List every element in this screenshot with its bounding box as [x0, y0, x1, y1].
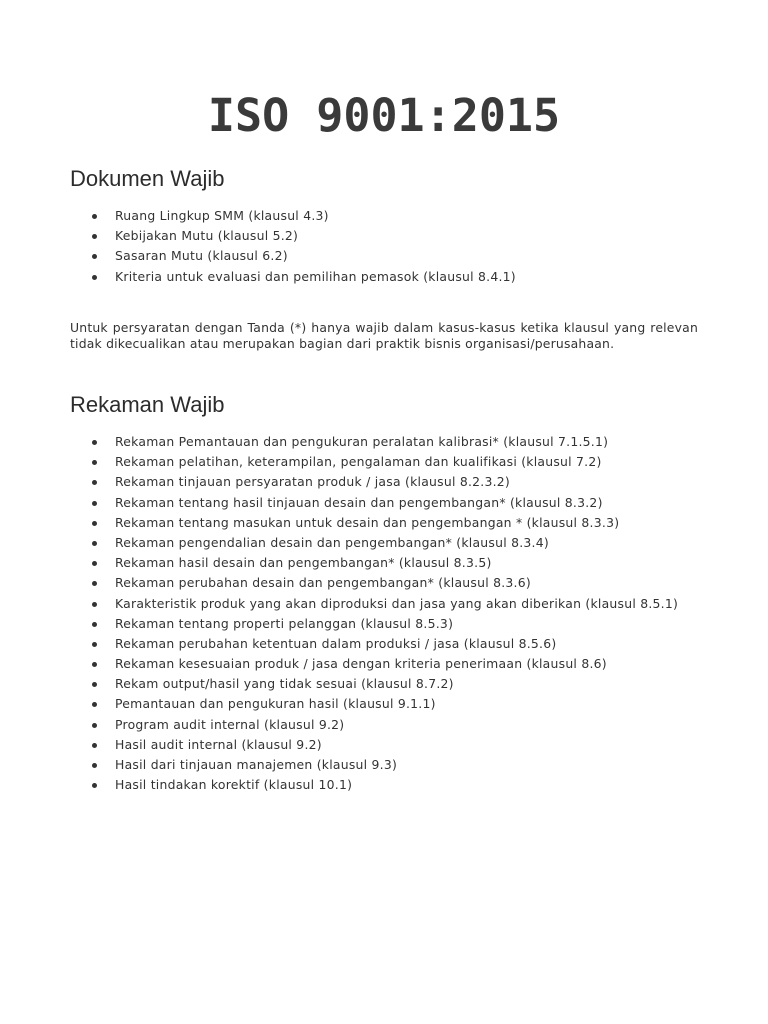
list-item-text: Rekaman tinjauan persyaratan produk / jasa (klausul 8.2.3.2) [115, 474, 511, 490]
list-item [70, 656, 698, 672]
list-item-text: Sasaran Mutu (klausul 6.2) [115, 248, 288, 264]
bullet-icon [92, 254, 97, 259]
list-item-text: Karakteristik produk yang akan diproduksi dan jasa yang akan diberikan (klausul 8.5.1) [115, 595, 679, 611]
list-item [70, 474, 698, 490]
list-item-text: Rekaman perubahan desain dan pengembangan* (klausul 8.3.6) [115, 575, 531, 591]
list-item [70, 636, 698, 652]
list-item [70, 248, 698, 264]
list-item-text: Hasil tindakan korektif (klausul 10.1) [115, 777, 353, 793]
list-item [70, 515, 698, 531]
list-item-text: Rekaman tentang hasil tinjauan desain dan pengembangan* (klausul 8.3.2) [115, 494, 603, 510]
list-item [70, 434, 698, 450]
list-item [70, 228, 698, 244]
bullet-icon [92, 783, 97, 788]
bullet-icon [92, 440, 97, 445]
bullet-icon [92, 662, 97, 667]
list-item [70, 777, 698, 793]
list-item [70, 676, 698, 692]
bullet-icon [92, 214, 97, 219]
list-item-text: Rekaman hasil desain dan pengembangan* (klausul 8.3.5) [115, 555, 492, 571]
bullet-icon [92, 622, 97, 627]
list-item-text: Pemantauan dan pengukuran hasil (klausul 9.1.1) [115, 696, 436, 712]
list-item-text: Rekaman Pemantauan dan pengukuran peralatan kalibrasi* (klausul 7.1.5.1) [115, 434, 609, 449]
list-item [70, 208, 698, 224]
list-item [70, 575, 698, 591]
list-item-text: Rekam output/hasil yang tidak sesuai (klausul 8.7.2) [115, 676, 454, 692]
list-item-text: Ruang Lingkup SMM (klausul 4.3) [115, 208, 329, 223]
list-item-text: Hasil audit internal (klausul 9.2) [115, 736, 322, 752]
list-item-text: Kebijakan Mutu (klausul 5.2) [115, 228, 299, 244]
section-heading-dokumen-wajib: Dokumen Wajib [70, 166, 225, 191]
list-item-text: Kriteria untuk evaluasi dan pemilihan pemasok (klausul 8.4.1) [115, 268, 516, 284]
bullet-icon [92, 602, 97, 607]
section-heading-rekaman-wajib: Rekaman Wajib [70, 392, 225, 417]
list-item-text: Program audit internal (klausul 9.2) [115, 716, 345, 732]
list-item-text: Rekaman perubahan ketentuan dalam produksi / jasa (klausul 8.5.6) [115, 635, 557, 651]
bullet-icon [92, 763, 97, 768]
list-item [70, 717, 698, 733]
list-item [70, 495, 698, 511]
bullet-icon [92, 702, 97, 707]
list-item-text: Rekaman tentang masukan untuk desain dan pengembangan * (klausul 8.3.3) [115, 514, 620, 530]
bullet-icon [92, 723, 97, 728]
list-item [70, 269, 698, 285]
bullet-icon [92, 501, 97, 506]
bullet-icon [92, 541, 97, 546]
note-paragraph: Untuk persyaratan dengan Tanda (*) hanya wajib dalam kasus-kasus ketika klausul yang relevan tidak dikecualikan atau merupakan bagian dari praktik bisnis organisasi/perusahaan. [70, 320, 698, 351]
list-item-text: Rekaman kesesuaian produk / jasa dengan kriteria penerimaan (klausul 8.6) [115, 656, 607, 672]
list-item [70, 737, 698, 753]
bullet-icon [92, 275, 97, 280]
list-item-text: Rekaman pengendalian desain dan pengembangan* (klausul 8.3.4) [115, 534, 549, 550]
list-item-text: Rekaman pelatihan, keterampilan, pengalaman dan kualifikasi (klausul 7.2) [115, 454, 602, 470]
bullet-icon [92, 480, 97, 485]
list-item [70, 596, 698, 612]
bullet-icon [92, 682, 97, 687]
list-item-text: Hasil dari tinjauan manajemen (klausul 9.3) [115, 757, 398, 772]
list-item [70, 757, 698, 773]
bullet-icon [92, 460, 97, 465]
list-item [70, 535, 698, 551]
dokumen-wajib-list [70, 208, 698, 289]
list-item [70, 616, 698, 632]
list-item [70, 555, 698, 571]
document-title: ISO 9001:2015 [207, 89, 561, 142]
list-item [70, 696, 698, 712]
bullet-icon [92, 234, 97, 239]
bullet-icon [92, 581, 97, 586]
bullet-icon [92, 521, 97, 526]
bullet-icon [92, 743, 97, 748]
list-item [70, 454, 698, 470]
bullet-icon [92, 642, 97, 647]
rekaman-wajib-list [70, 434, 698, 797]
bullet-icon [92, 561, 97, 566]
list-item-text: Rekaman tentang properti pelanggan (klausul 8.5.3) [115, 615, 454, 631]
